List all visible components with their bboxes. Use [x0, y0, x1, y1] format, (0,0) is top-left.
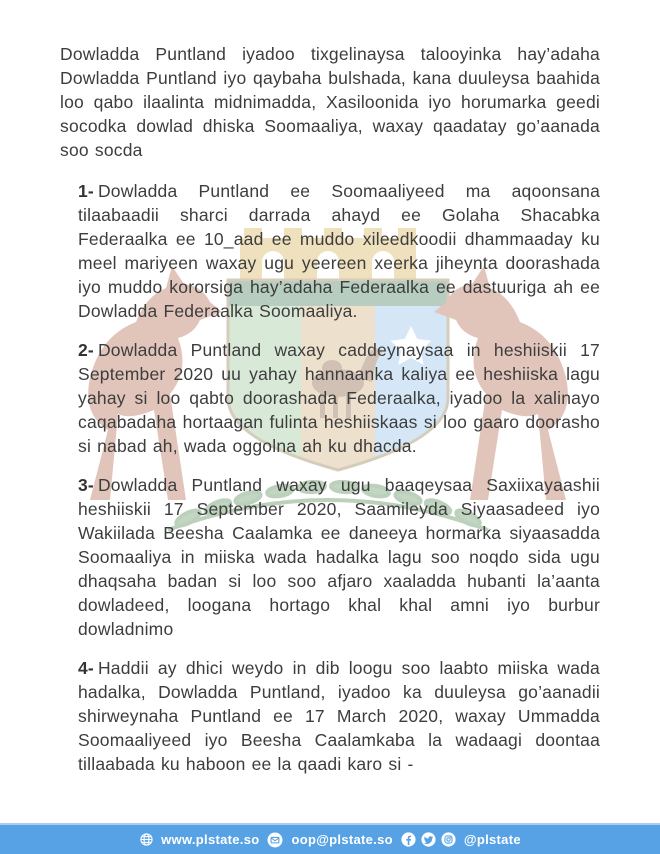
point-1-text: Dowladda Puntland ee Soomaaliyeed ma aqoonsana tilaabaadii sharci darrada ahayd ee Golaha Shacabka Federaalka ee 10_aad ee muddo xileedkoodii dhammaaday ku meel mariyeen waxay ugu yeereen xeerka jiheynta doorashada iyo muddo kororsiga hay’adaha Federaalka ee dastuuriga ah ee Dowladda Federaalka Soomaaliya. [78, 181, 600, 321]
point-4-text: Haddii ay dhici weydo in dib loogu soo laabto miiska wada hadalka, Dowladda Puntland, iyadoo ka duuleysa go’aanadii shirweynaha Puntland ee 17 March 2020, waxay Ummadda Soomaaliyeed iyo Beesha Caalamkaba la wadaagi doontaa tillaabada ku haboon ee la qaadi karo si - [78, 658, 600, 774]
footer-bar [0, 823, 660, 854]
point-4-number: 4- [78, 658, 94, 678]
intro-paragraph: Dowladda Puntland iyadoo tixgelinaysa talooyinka hay’adaha Dowladda Puntland iyo qaybaha bulshada, kana duuleysa baahida loo qabo ilaalinta midnimadda, Xasiloonida iyo horumarka geedi socodka dowlad dhiska Soomaaliya, waxay qaadatay go’aanada soo socda [60, 44, 600, 160]
twitter-icon[interactable] [420, 831, 437, 848]
point-2-paragraph [78, 338, 600, 458]
social-handle[interactable]: @plstate [463, 832, 521, 847]
point-2-text: Dowladda Puntland waxay caddeynaysaa in heshiiskii 17 September 2020 uu yahay hannaanka kaliya ee heshiiska lagu yahay si loo qabto doorashada Federaalka, iyadoo la xalinayo caqabadaha hortaagan fulinta heshiiskaas si loo gaaro doorasho si nabad ah, wada oggolna ah ku dhacda. [78, 340, 600, 456]
social-icons [400, 831, 457, 848]
mail-icon [266, 831, 284, 849]
statement-body [60, 42, 600, 791]
facebook-icon[interactable] [400, 831, 417, 848]
point-1-paragraph [78, 179, 600, 323]
globe-icon [139, 832, 154, 847]
website-link[interactable]: www.plstate.so [161, 832, 260, 847]
instagram-icon[interactable] [440, 831, 457, 848]
point-4-paragraph [78, 656, 600, 776]
point-3-paragraph [78, 473, 600, 641]
point-3-number: 3- [78, 475, 94, 495]
point-3-text: Dowladda Puntland waxay ugu baaqeysaa Saxiixayaashii heshiiskii 17 September 2020, Saamileyda Siyaasadeed iyo Wakiilada Beesha Caalamka ee daneeya hormarka siyaasadda Soomaaliya in miiska wada hadalka lagu soo noqdo sida ugu dhaqsaha badan si loo soo afjaro xaaladda hubanti la’aanta dowladeed, loogana hortago khal khal amni iyo burbur dowladnimo [78, 475, 600, 639]
point-1-number: 1- [78, 181, 94, 201]
email-link[interactable]: oop@plstate.so [291, 832, 393, 847]
point-2-number: 2- [78, 340, 94, 360]
